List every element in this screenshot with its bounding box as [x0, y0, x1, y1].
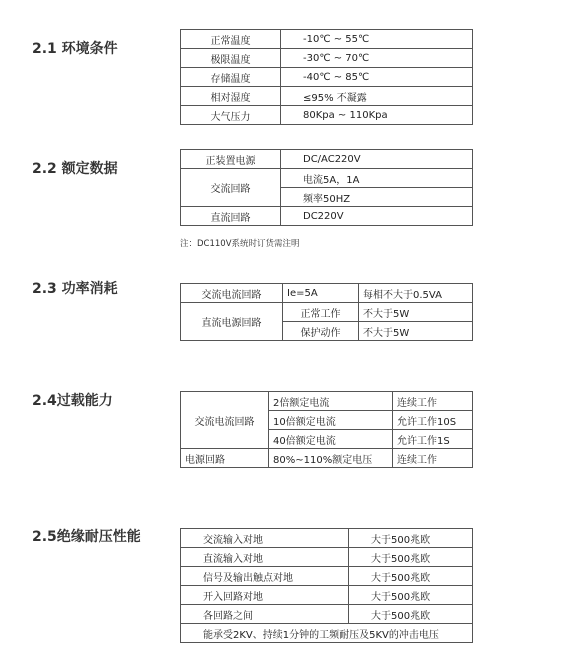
row-value: 80Kpa ~ 110Kpa: [281, 106, 473, 125]
table-row: [181, 87, 473, 106]
row-label: 直流回路: [181, 207, 281, 226]
table-row: [181, 449, 473, 468]
row-label: 开入回路对地: [181, 586, 349, 605]
table-row: [181, 567, 473, 586]
row-sub: 10倍额定电流: [269, 411, 393, 430]
table-row: [181, 529, 473, 548]
row-value: -40℃ ~ 85℃: [281, 68, 473, 87]
row-label: 正常温度: [181, 30, 281, 49]
section-heading-power-consumption: 2.3 功率消耗: [32, 281, 118, 297]
power-consumption-table: [180, 283, 473, 341]
table-row: [181, 624, 473, 643]
row-value: 连续工作: [393, 449, 473, 468]
table-row: [181, 586, 473, 605]
section-heading-environment: 2.1 环境条件: [32, 41, 118, 57]
row-value: ≤95% 不凝露: [281, 87, 473, 106]
row-value: 每相不大于0.5VA: [359, 284, 473, 303]
row-sub: 40倍额定电流: [269, 430, 393, 449]
row-value: 连续工作: [393, 392, 473, 411]
section-heading-insulation: 2.5绝缘耐压性能: [32, 529, 141, 545]
table-row: [181, 30, 473, 49]
rated-data-table: [180, 149, 473, 226]
row-label: 各回路之间: [181, 605, 349, 624]
order-note: 注：DC110V系统时订货需注明: [180, 239, 300, 249]
row-label: 极限温度: [181, 49, 281, 68]
row-value: 大于500兆欧: [349, 529, 473, 548]
insulation-table: [180, 528, 473, 643]
row-value: DC220V: [281, 207, 473, 226]
table-row: [181, 106, 473, 125]
row-sub: 正常工作: [283, 303, 359, 322]
section-heading-rated-data: 2.2 额定数据: [32, 161, 118, 177]
row-label: 正装置电源: [181, 150, 281, 169]
row-value: 大于500兆欧: [349, 605, 473, 624]
table-row: [181, 392, 473, 411]
row-value: 大于500兆欧: [349, 548, 473, 567]
row-label: 交流输入对地: [181, 529, 349, 548]
row-sub: Ie=5A: [283, 284, 359, 303]
row-value: 不大于5W: [359, 303, 473, 322]
row-value: 频率50HZ: [281, 188, 473, 207]
row-value: 大于500兆欧: [349, 567, 473, 586]
insulation-footer: 能承受2KV、持续1分钟的工频耐压及5KV的冲击电压: [181, 624, 473, 643]
row-label: 大气压力: [181, 106, 281, 125]
table-row: [181, 605, 473, 624]
table-row: [181, 150, 473, 169]
row-label: 电源回路: [181, 449, 269, 468]
section-heading-overload: 2.4过载能力: [32, 393, 113, 409]
row-sub: 80%~110%额定电压: [269, 449, 393, 468]
row-value: DC/AC220V: [281, 150, 473, 169]
row-value: 允许工作1S: [393, 430, 473, 449]
table-row: [181, 303, 473, 322]
row-label: 直流输入对地: [181, 548, 349, 567]
row-label: 信号及输出触点对地: [181, 567, 349, 586]
environment-table: [180, 29, 473, 125]
row-sub: 2倍额定电流: [269, 392, 393, 411]
row-value: -10℃ ~ 55℃: [281, 30, 473, 49]
row-label: 交流电流回路: [181, 284, 283, 303]
row-value: 电流5A，1A: [281, 169, 473, 188]
overload-table: [180, 391, 473, 468]
row-label: 存储温度: [181, 68, 281, 87]
row-value: 不大于5W: [359, 322, 473, 341]
table-row: [181, 49, 473, 68]
row-label: 交流电流回路: [181, 392, 269, 449]
row-value: -30℃ ~ 70℃: [281, 49, 473, 68]
table-row: [181, 207, 473, 226]
row-sub: 保护动作: [283, 322, 359, 341]
row-label: 相对湿度: [181, 87, 281, 106]
table-row: [181, 284, 473, 303]
row-label: 直流电源回路: [181, 303, 283, 341]
row-value: 允许工作10S: [393, 411, 473, 430]
row-label: 交流回路: [181, 169, 281, 207]
table-row: [181, 169, 473, 188]
table-row: [181, 68, 473, 87]
table-row: [181, 548, 473, 567]
row-value: 大于500兆欧: [349, 586, 473, 605]
